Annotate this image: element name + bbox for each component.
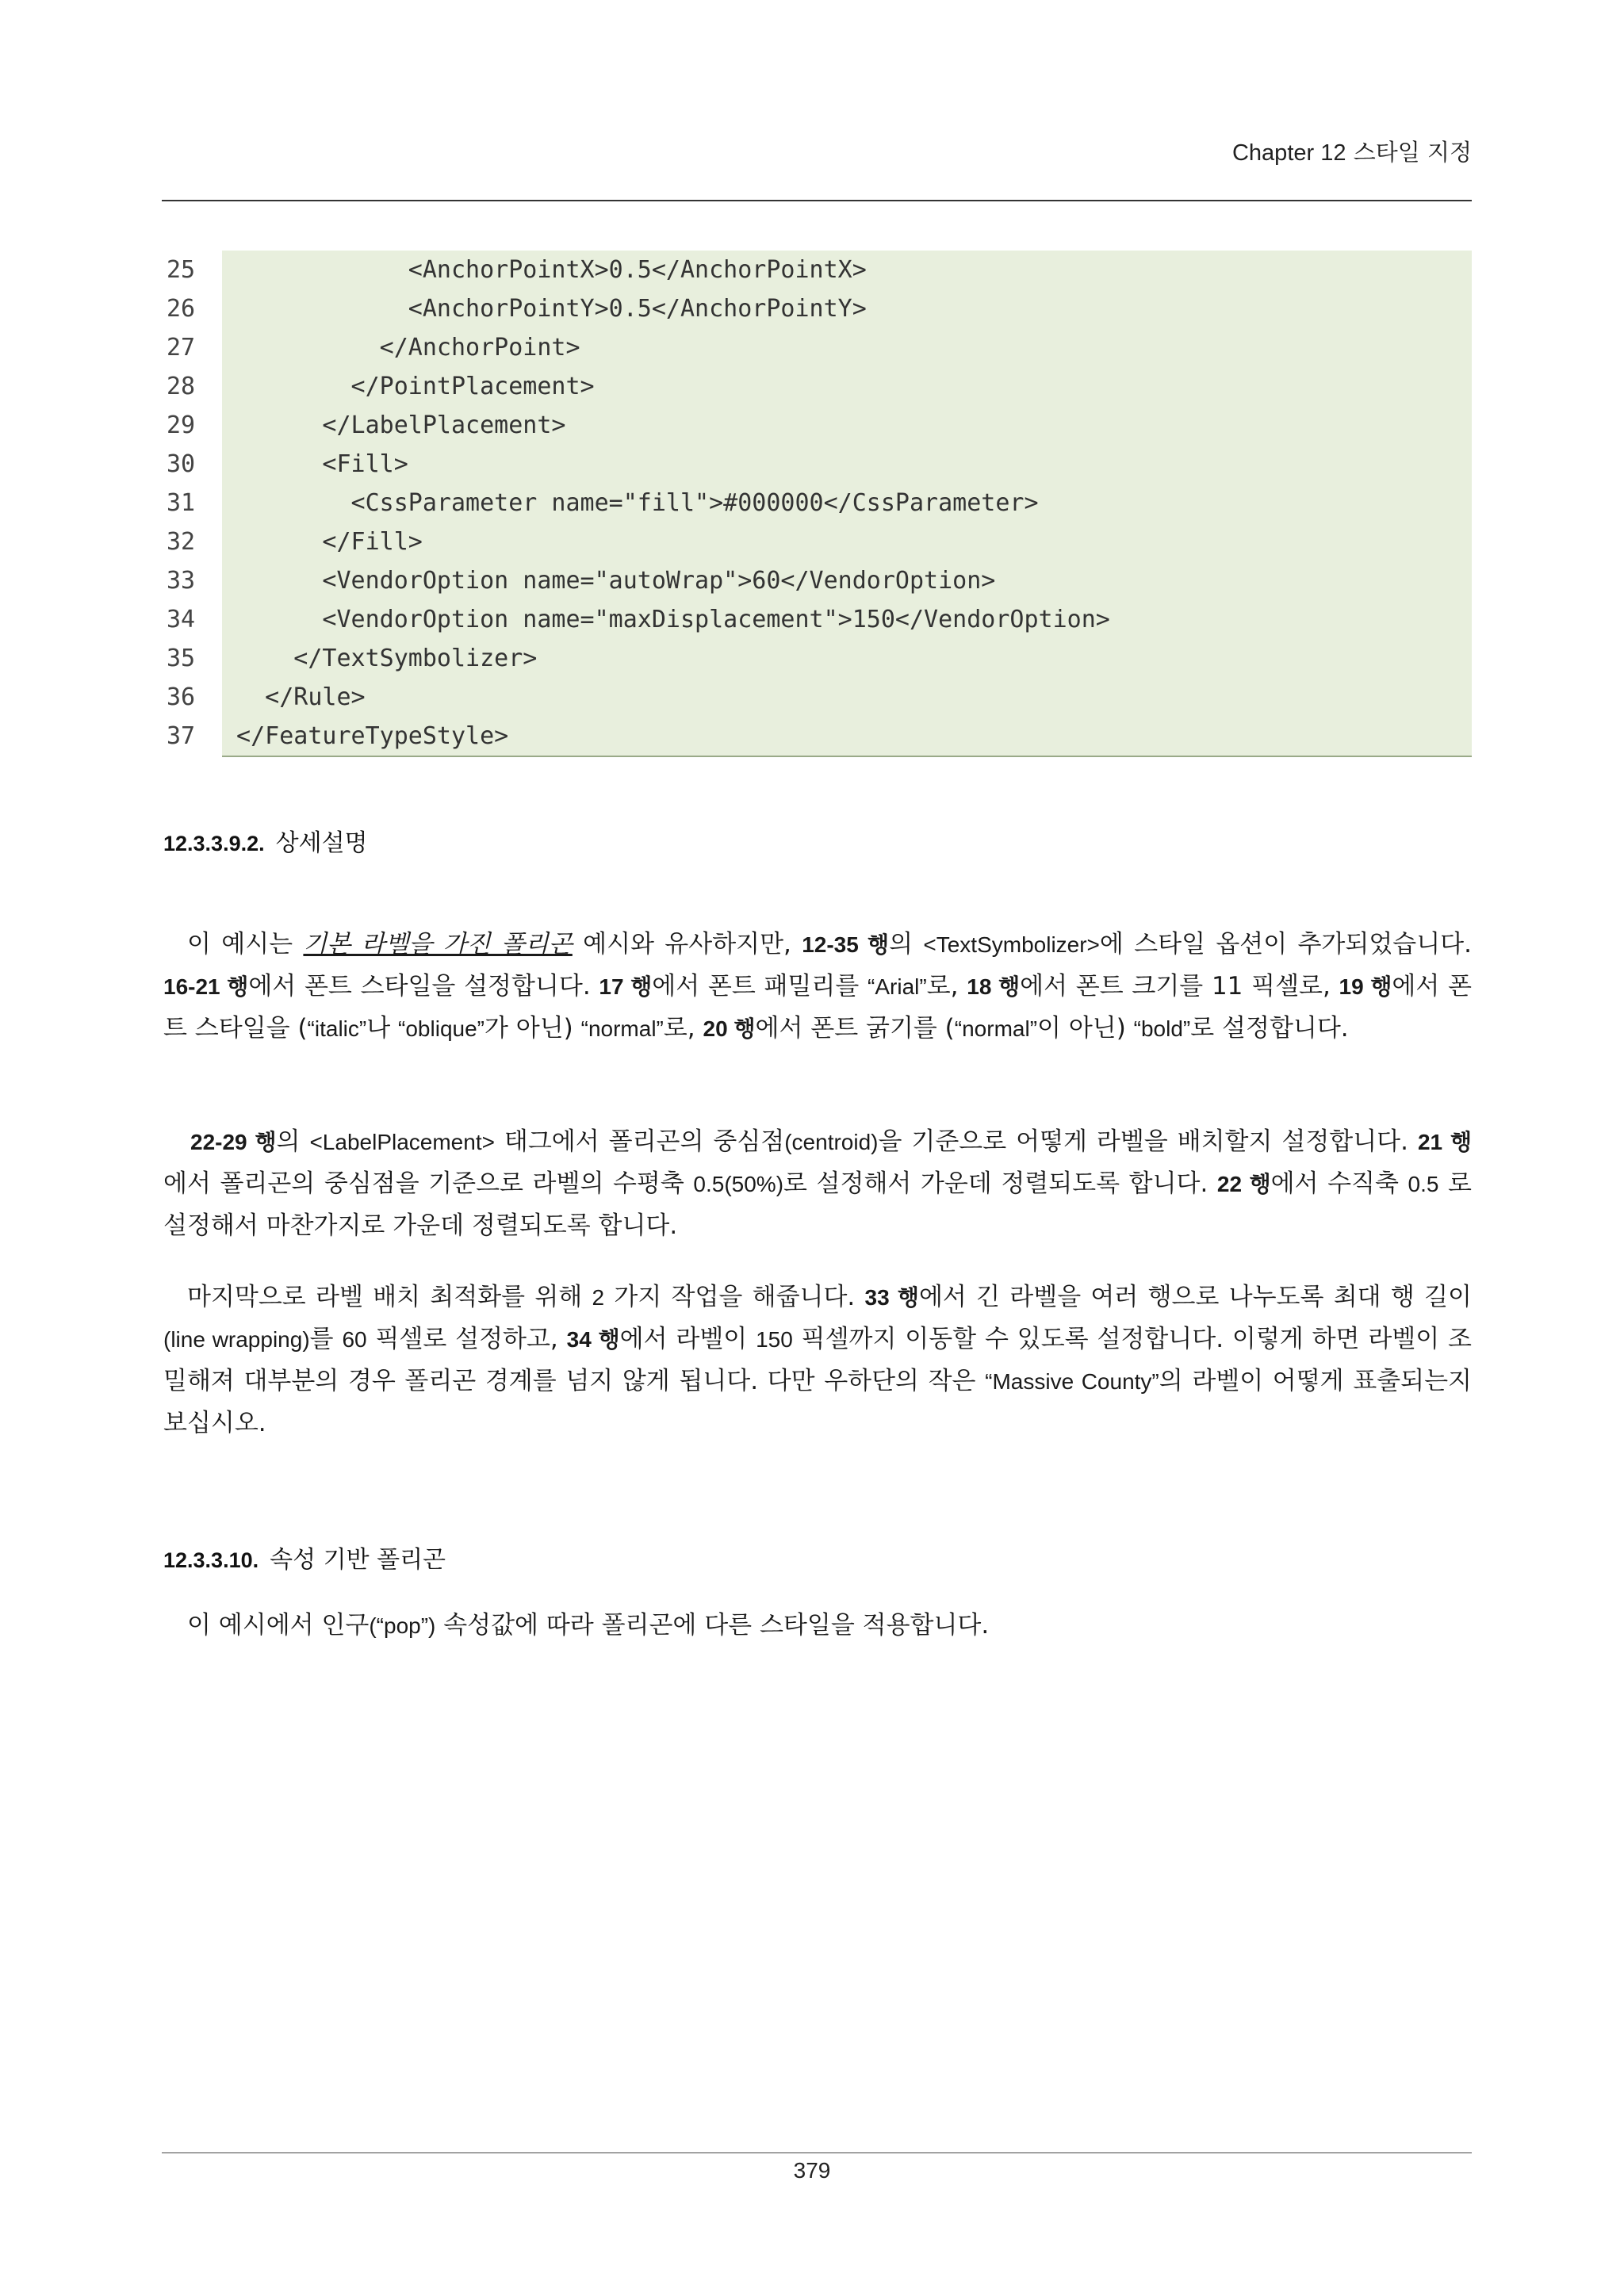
code-line xyxy=(167,445,1472,484)
line-number: 36 xyxy=(167,683,196,711)
line-number: 27 xyxy=(167,334,196,362)
code-text: <VendorOption name="autoWrap">60</VendorOption> xyxy=(222,561,1472,600)
section-number: 12.3.3.9.2. xyxy=(163,832,265,855)
section-heading-attribute xyxy=(163,1540,446,1575)
header-chapter: Chapter 12 xyxy=(1231,140,1346,166)
cross-reference-link[interactable]: 기본 라벨을 가진 폴리곤 xyxy=(303,930,573,959)
code-line xyxy=(167,289,1472,328)
code-text: </AnchorPoint> xyxy=(222,328,1472,367)
code-text: <Fill> xyxy=(222,445,1472,484)
code-text: </FeatureTypeStyle> xyxy=(222,717,1472,756)
header-rule xyxy=(162,200,1472,201)
line-number: 29 xyxy=(167,411,196,439)
line-number: 28 xyxy=(167,373,196,400)
code-line xyxy=(167,328,1472,367)
line-number: 26 xyxy=(167,295,196,323)
line-number: 25 xyxy=(167,256,196,284)
code-text: </TextSymbolizer> xyxy=(222,639,1472,678)
section-number: 12.3.3.10. xyxy=(163,1548,259,1572)
code-line xyxy=(167,639,1472,678)
code-text: <AnchorPointX>0.5</AnchorPointX> xyxy=(222,251,1472,289)
paragraph-2: 22-29 행의 <LabelPlacement> 태그에서 폴리곤의 중심점(centroid)을 기준으로 어떻게 라벨을 배치할지 설정합니다. 21 행에서 폴리곤의 중심점을 기준으로 라벨의 수평축 0.5(50%)로 설정해서 가운데 정렬되도록 합니다. 22 행에서 수직축 0.5 로 설정해서 마찬가지로 가운데 정렬되도록 합니다. xyxy=(163,1127,1473,1240)
paragraph-4: 이 예시에서 인구(“pop”) 속성값에 따라 폴리곤에 다른 스타일을 적용합니다. xyxy=(187,1611,990,1640)
page-number: 379 xyxy=(793,2158,831,2183)
paragraph-3: 마지막으로 라벨 배치 최적화를 위해 2 가지 작업을 해줍니다. 33 행에서 긴 라벨을 여러 행으로 나누도록 최대 행 길이(line wrapping)를 60 픽셀로 설정하고, 34 행에서 라벨이 150 픽셀까지 이동할 수 있도록 설정합니다. 이렇게 하면 라벨이 조밀해져 대부분의 경우 폴리곤 경계를 넘지 않게 됩니다. 다만 우하단의 작은 “Massive County”의 라벨이 어떻게 표출되는지 보십시오. xyxy=(163,1283,1472,1437)
code-line xyxy=(167,717,1472,756)
section-title: 속성 기반 폴리곤 xyxy=(270,1546,446,1574)
code-text: </LabelPlacement> xyxy=(222,406,1472,445)
code-line xyxy=(167,678,1472,717)
code-text: </PointPlacement> xyxy=(222,367,1472,406)
line-number: 34 xyxy=(167,606,196,633)
code-text: <VendorOption name="maxDisplacement">150</VendorOption> xyxy=(222,600,1472,639)
code-text: </Rule> xyxy=(222,678,1472,717)
section-title: 상세설명 xyxy=(275,829,368,857)
code-line xyxy=(167,367,1472,406)
code-line xyxy=(167,522,1472,561)
code-line xyxy=(167,251,1472,289)
code-text: <CssParameter name="fill">#000000</CssParameter> xyxy=(222,484,1472,522)
running-header xyxy=(1232,135,1472,167)
paragraph-1: 이 예시는 기본 라벨을 가진 폴리곤 예시와 유사하지만, 12-35 행의 <TextSymbolizer>에 스타일 옵션이 추가되었습니다. 16-21 행에서 폰트 스타일을 설정합니다. 17 행에서 폰트 패밀리를 “Arial”로, 18 행에서 폰트 크기를 11 픽셀로, 19 행에서 폰트 스타일을 (“italic”나 “oblique”가 아닌) “normal”로, 20 행에서 폰트 굵기를 (“normal”이 아닌) “bold”로 설정합니다. xyxy=(163,930,1472,1043)
code-line xyxy=(167,484,1472,522)
code-text: </Fill> xyxy=(222,522,1472,561)
code-block-bottom-border xyxy=(222,756,1472,757)
line-number: 30 xyxy=(167,450,196,478)
code-line xyxy=(167,406,1472,445)
section-heading-detail xyxy=(163,823,368,858)
code-block xyxy=(167,251,1472,757)
code-text: <AnchorPointY>0.5</AnchorPointY> xyxy=(222,289,1472,328)
line-number: 32 xyxy=(167,528,196,556)
line-number: 37 xyxy=(167,722,196,750)
footer-rule xyxy=(162,2152,1472,2153)
code-line xyxy=(167,600,1472,639)
line-number: 33 xyxy=(167,567,196,595)
code-line xyxy=(167,561,1472,600)
line-number: 35 xyxy=(167,645,196,672)
header-title: 스타일 지정 xyxy=(1353,139,1472,166)
line-number: 31 xyxy=(167,489,196,517)
